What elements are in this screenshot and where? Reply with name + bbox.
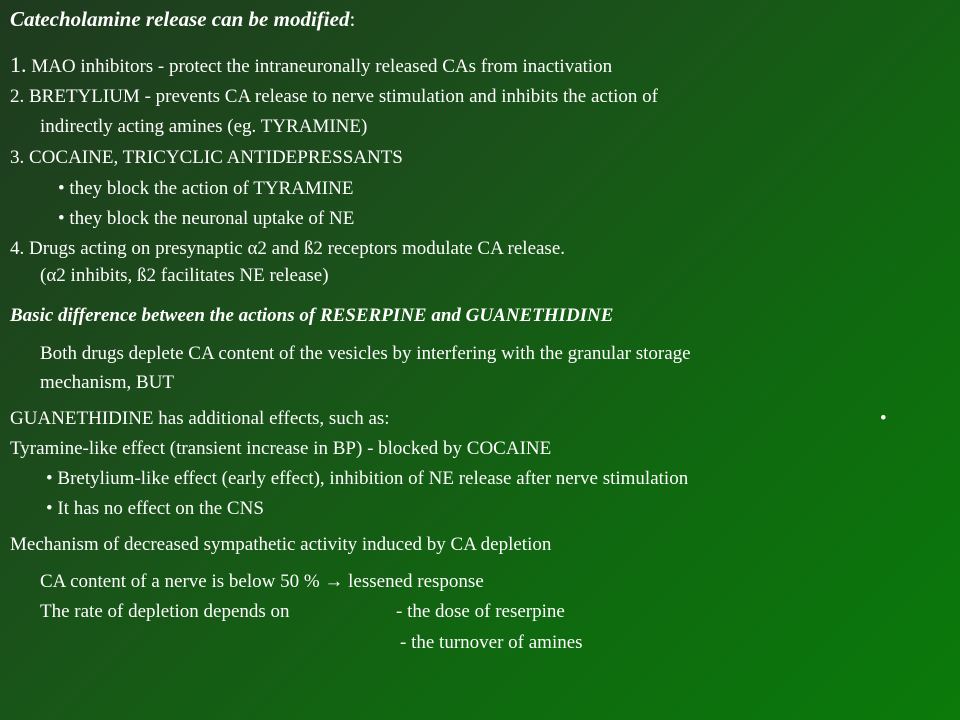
paragraph-line-1: Both drugs deplete CA content of the vesicles by interfering with the granular storage bbox=[40, 343, 691, 364]
guanethidine-line: GUANETHIDINE has additional effects, such as: bbox=[10, 408, 390, 429]
mechanism-line: Mechanism of decreased sympathetic activity induced by CA depletion bbox=[10, 534, 552, 555]
title-colon: : bbox=[349, 7, 356, 31]
item-2-line-2: indirectly acting amines (eg. TYRAMINE) bbox=[40, 116, 368, 137]
heading-reserpine-guanethidine: Basic difference between the actions of RESERPINE and GUANETHIDINE bbox=[10, 305, 614, 326]
tyramine-like-line: Tyramine-like effect (transient increase in BP) - blocked by COCAINE bbox=[10, 438, 552, 459]
paragraph-line-2: mechanism, BUT bbox=[40, 372, 175, 393]
item-2-line-1: 2. BRETYLIUM - prevents CA release to nerve stimulation and inhibits the action of bbox=[10, 86, 658, 107]
bullet-bretylium-like: • Bretylium-like effect (early effect), inhibition of NE release after nerve stimulation bbox=[46, 468, 689, 489]
ca-content-line bbox=[40, 571, 484, 593]
item-1 bbox=[10, 54, 612, 78]
item-3: 3. COCAINE, TRICYCLIC ANTIDEPRESSANTS bbox=[10, 147, 403, 168]
rate-line-label: The rate of depletion depends on bbox=[40, 601, 290, 622]
alpha-symbol-2: α bbox=[46, 265, 57, 286]
rate-line-turnover: - the turnover of amines bbox=[400, 632, 583, 653]
ca-content-pre: CA content of a nerve is below 50 % bbox=[40, 571, 325, 592]
alpha-symbol: α bbox=[247, 238, 258, 259]
item-4-post: 2 and ß2 receptors modulate CA release. bbox=[257, 238, 566, 259]
rate-line-dose: - the dose of reserpine bbox=[396, 601, 565, 622]
ca-content-post: lessened response bbox=[343, 571, 484, 592]
item-4-pre: 4. Drugs acting on presynaptic bbox=[10, 238, 248, 259]
slide-title bbox=[10, 8, 355, 30]
arrow-icon: → bbox=[324, 571, 344, 592]
item-4-line-1 bbox=[10, 238, 565, 260]
item-1-text: MAO inhibitors - protect the intraneuronally released CAs from inactivation bbox=[26, 56, 613, 77]
stray-bullet: • bbox=[880, 408, 887, 429]
item-3-bullet-2: • they block the neuronal uptake of NE bbox=[58, 208, 355, 229]
item-3-bullet-1: • they block the action of TYRAMINE bbox=[58, 178, 354, 199]
item-1-number: 1. bbox=[10, 52, 27, 77]
item-4b-pre: ( bbox=[40, 265, 47, 286]
title-text: Catecholamine release can be modified bbox=[10, 7, 350, 31]
item-4-line-2 bbox=[40, 265, 329, 287]
item-4b-post: 2 inhibits, ß2 facilitates NE release) bbox=[56, 265, 329, 286]
bullet-no-cns-effect: • It has no effect on the CNS bbox=[46, 498, 264, 519]
